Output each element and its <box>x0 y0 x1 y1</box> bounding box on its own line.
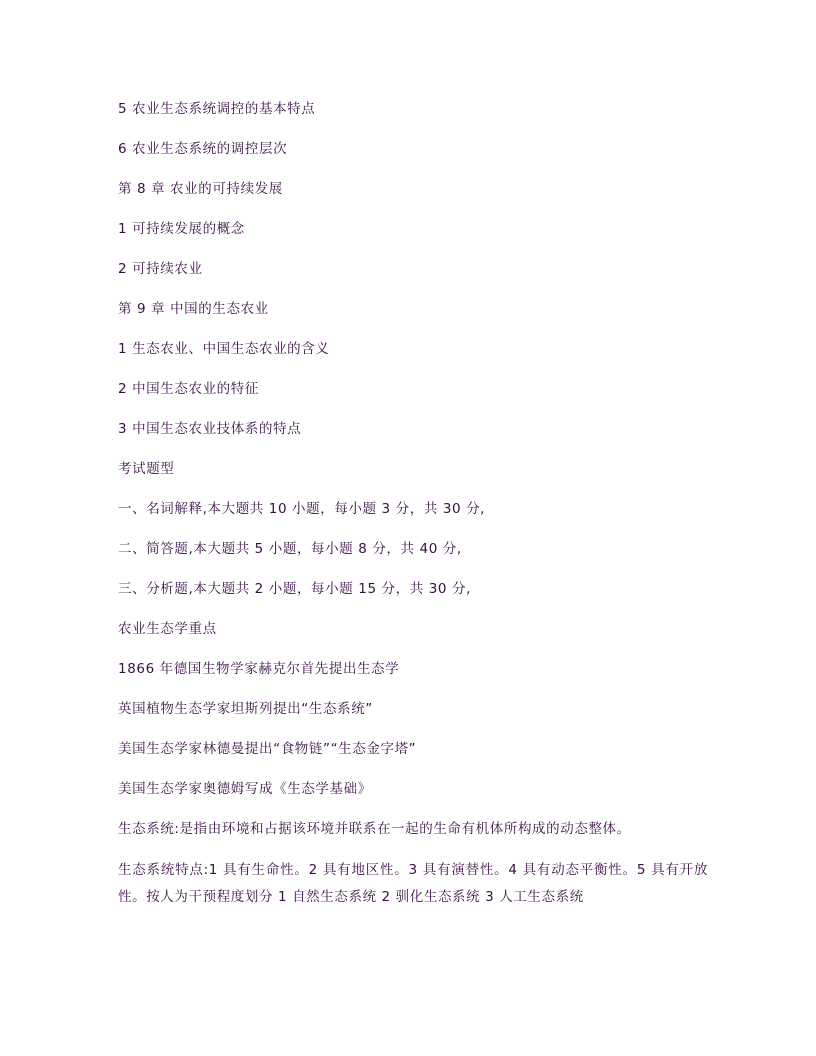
definition-line: 生态系统:是指由环境和占据该环境并联系在一起的生命有机体所构成的动态整体。 <box>118 821 631 837</box>
document-body <box>118 97 708 911</box>
text-line: 英国植物生态学家坦斯列提出“生态系统” <box>118 701 373 717</box>
text-line: 二、简答题,本大题共 5 小题，每小题 8 分，共 40 分, <box>118 541 462 557</box>
section-heading: 农业生态学重点 <box>118 621 217 637</box>
characteristics-paragraph: 生态系统特点:1 具有生命性。2 具有地区性。3 具有演替性。4 具有动态平衡性。5 具有开放性。按人为干预程度划分 1 自然生态系统 2 驯化生态系统 3 人工生态系统 <box>118 862 708 905</box>
chapter-heading: 第 8 章 农业的可持续发展 <box>118 181 283 197</box>
text-line: 2 中国生态农业的特征 <box>118 381 259 397</box>
text-line: 1 可持续发展的概念 <box>118 221 245 237</box>
text-line: 6 农业生态系统的调控层次 <box>118 141 288 157</box>
text-line: 2 可持续农业 <box>118 261 203 277</box>
chapter-heading: 第 9 章 中国的生态农业 <box>118 301 269 317</box>
text-line: 美国生态学家奥德姆写成《生态学基础》 <box>118 781 372 797</box>
text-line: 5 农业生态系统调控的基本特点 <box>118 101 316 117</box>
text-line: 美国生态学家林德曼提出“食物链”“生态金字塔” <box>118 741 417 757</box>
text-line: 三、分析题,本大题共 2 小题，每小题 15 分，共 30 分, <box>118 581 471 597</box>
section-heading: 考试题型 <box>118 461 175 477</box>
text-line: 1 生态农业、中国生态农业的含义 <box>118 341 330 357</box>
text-line: 1866 年德国生物学家赫克尔首先提出生态学 <box>118 661 400 677</box>
text-line: 3 中国生态农业技体系的特点 <box>118 421 302 437</box>
text-line: 一、名词解释,本大题共 10 小题，每小题 3 分，共 30 分, <box>118 501 486 517</box>
